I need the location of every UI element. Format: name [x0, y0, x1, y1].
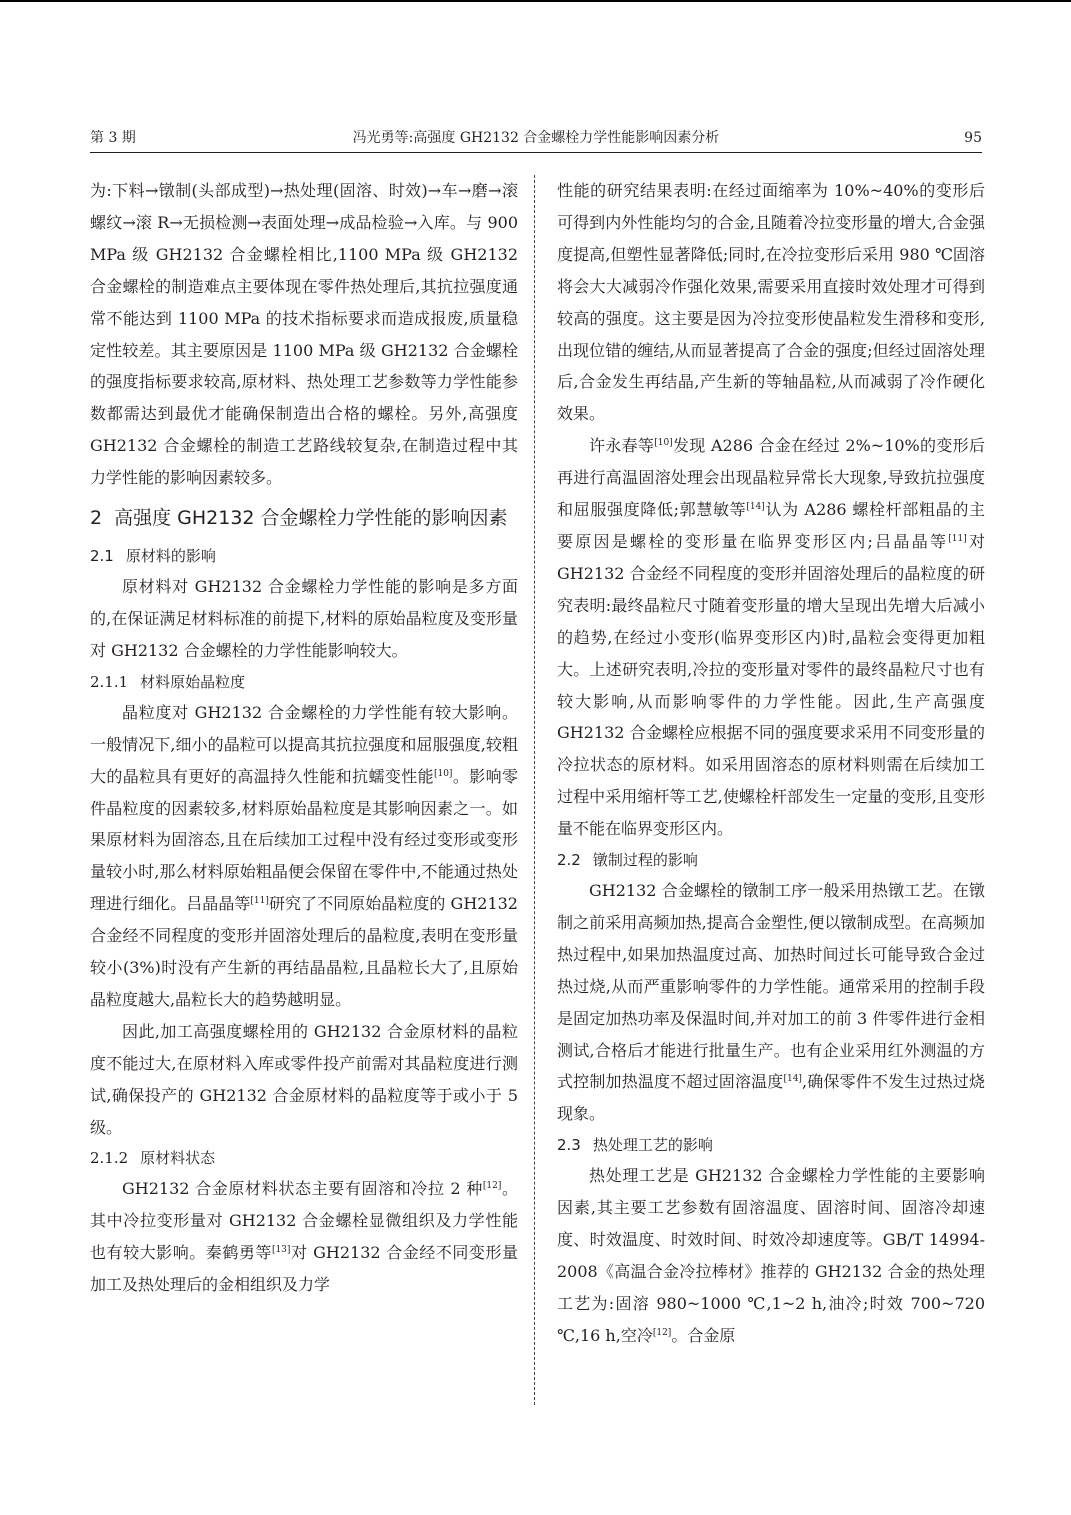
subsection-heading: [557, 1130, 985, 1160]
citation: [11]: [948, 533, 967, 544]
citation: [11]: [250, 896, 269, 907]
text-run: 。合金原: [671, 1325, 736, 1345]
subsubsection-number: 2.1.1: [90, 672, 129, 691]
subsubsection-number: 2.1.2: [90, 1149, 129, 1168]
text-run: 发现 A286 合金在经过 2%~10%的变形后再进行高温固溶处理会出现晶粒异常长大现象,导致抗拉强度和屈服强度降低;郭慧敏等: [557, 436, 985, 520]
subsection-title: 原材料的影响: [125, 547, 216, 566]
text-run: 热处理工艺是 GH2132 合金螺栓力学性能的主要影响因素,其主要工艺参数有固溶温度、固溶时间、固溶冷却速度、时效温度、时效时间、时效冷却速度等。GB/T 14994-2008《高温合金冷拉棒材》推荐的 GH2132 合金的热处理工艺为:固溶 980~1000 ℃,1~2 h,油冷;时效 700~720 ℃,16 h,空冷: [557, 1166, 985, 1345]
paragraph: [90, 697, 518, 1016]
text-run: ,确保零件不发生过热过烧现象。: [557, 1072, 985, 1124]
citation: [14]: [746, 502, 765, 513]
subsection-number: 2.3: [557, 1136, 581, 1155]
section-title: 高强度 GH2132 合金螺栓力学性能的影响因素: [114, 507, 508, 530]
subsection-title: 镦制过程的影响: [592, 851, 698, 870]
citation: [10]: [654, 438, 673, 449]
citation: [12]: [652, 1327, 672, 1338]
subsection-number: 2.2: [557, 851, 581, 870]
text-run: 研究了不同原始晶粒度的 GH2132 合金经不同程度的变形并固溶处理后的晶粒度,表明在变形量较小(3%)时没有产生新的再结晶晶粒,且晶粒长大了,且原始晶粒度越大,晶粒长大的趋势越明显。: [90, 894, 518, 1009]
text-run: GH2132 合金螺栓的镦制工序一般采用热镦工艺。在镦制之前采用高频加热,提高合金塑性,便以镦制成型。在高频加热过程中,如果加热温度过高、加热时间过长可能导致合金过热过烧,从而严重影响零件的力学性能。通常采用的控制手段是固定加热功率及保温时间,并对加工的前 3 件零件进行金相测试,合格后才能进行批量生产。也有企业采用红外测温的方式控制加热温度不超过固溶温度: [557, 881, 985, 1092]
text-run: 许永春等: [589, 436, 655, 456]
subsubsection-title: 材料原始晶粒度: [140, 672, 246, 691]
citation: [14]: [783, 1074, 802, 1085]
text-run: 晶粒度对 GH2132 合金螺栓的力学性能有较大影响。一般情况下,细小的晶粒可以提高其抗拉强度和屈服强度,较粗大的晶粒具有更好的高温持久性能和抗蠕变性能: [90, 702, 518, 786]
issue-number: 第 3 期: [90, 130, 136, 146]
citation: [12]: [482, 1181, 502, 1192]
paragraph: [90, 1173, 518, 1301]
text-run: 对 GH2132 合金经不同变形量加工及热处理后的金相组织及力学: [90, 1243, 518, 1295]
top-border-rule: [0, 0, 1071, 2]
paragraph: [557, 430, 985, 845]
subsubsection-heading: [90, 1143, 518, 1173]
header-rule: [90, 152, 982, 153]
running-title: 冯光勇等:高强度 GH2132 合金螺栓力学性能影响因素分析: [352, 130, 720, 146]
text-run: GH2132 合金原材料状态主要有固溶和冷拉 2 种: [122, 1179, 483, 1199]
subsection-number: 2.1: [90, 547, 114, 566]
subsection-title: 热处理工艺的影响: [592, 1136, 713, 1155]
paragraph: 因此,加工高强度螺栓用的 GH2132 合金原材料的晶粒度不能过大,在原材料入库或零件投产前需对其晶粒度进行测试,确保投产的 GH2132 合金原材料的晶粒度等于或小于 5 级。: [90, 1021, 518, 1137]
paragraph: 性能的研究结果表明:在经过面缩率为 10%~40%的变形后可得到内外性能均匀的合金,且随着冷拉变形量的增大,合金强度提高,但塑性显著降低;同时,在冷拉变形后采用 980 ℃固溶将会大大减弱冷作强化效果,需要采用直接时效处理才可得到较高的强度。这主要是因为冷拉变形使晶粒发生滑移和变形,出现位错的缠结,从而显著提高了合金的强度;但经过固溶处理后,合金发生再结晶,产生新的等轴晶粒,从而减弱了冷作硬化效果。: [557, 181, 985, 424]
section-number: 2: [90, 507, 103, 530]
text-run: 认为 A286 螺栓杆部粗晶的主要原因是螺栓的变形量在临界变形区内;吕晶晶等: [557, 500, 985, 551]
paragraph: 为:下料→镦制(头部成型)→热处理(固溶、时效)→车→磨→滚螺纹→滚 R→无损检测→表面处理→成品检验→入库。与 900 MPa 级 GH2132 合金螺栓相比,1100 MPa 级 GH2132 合金螺栓的制造难点主要体现在零件热处理后,其抗拉强度通常不能达到 1100 MPa 的技术指标要求而造成报废,质量稳定性较差。其主要原因是 1100 MPa 级 GH2132 合金螺栓的强度指标要求较高,原材料、热处理工艺参数等力学性能参数都需达到最优才能确保制造出合格的螺栓。另外,高强度 GH2132 合金螺栓的制造工艺路线较复杂,在制造过程中其力学性能的影响因素较多。: [90, 181, 518, 488]
citation: [13]: [271, 1245, 291, 1256]
paragraph: [557, 1160, 985, 1351]
subsection-heading: [557, 845, 985, 875]
section-heading: [90, 503, 518, 534]
text-run: 。其中冷拉变形量对 GH2132 合金螺栓显微组织及力学性能也有较大影响。秦鹤勇等: [90, 1179, 518, 1263]
subsubsection-title: 原材料状态: [140, 1149, 216, 1168]
column-divider: [534, 175, 535, 1405]
text-run: 对 GH2132 合金经不同程度的变形并固溶处理后的晶粒度的研究表明:最终晶粒尺寸随着变形量的增大呈现出先增大后减小的趋势,在经过小变形(临界变形区内)时,晶粒会变得更加粗大。上述研究表明,冷拉的变形量对零件的最终晶粒尺寸也有较大影响,从而影响零件的力学性能。因此,生产高强度 GH2132 合金螺栓应根据不同的强度要求采用不同变形量的冷拉状态的原材料。如采用固溶态的原材料则需在后续加工过程中采用缩杆等工艺,使螺栓杆部发生一定量的变形,且变形量不能在临界变形区内。: [557, 531, 985, 839]
page-number: 95: [964, 130, 982, 146]
right-column: [557, 175, 985, 1352]
subsection-heading: [90, 541, 518, 571]
text-run: 。影响零件晶粒度的因素较多,材料原始晶粒度是其影响因素之一。如果原材料为固溶态,且在后续加工过程中没有经过变形或变形量较小时,那么材料原始粗晶便会保留在零件中,不能通过热处理进行细化。吕晶晶等: [90, 766, 518, 914]
paragraph: 原材料对 GH2132 合金螺栓力学性能的影响是多方面的,在保证满足材料标准的前提下,材料的原始晶粒度及变形量对 GH2132 合金螺栓的力学性能影响较大。: [90, 577, 518, 660]
left-column: [90, 175, 518, 1301]
paragraph: [557, 875, 985, 1130]
running-header: [90, 128, 982, 150]
citation: [10]: [433, 768, 453, 779]
subsubsection-heading: [90, 667, 518, 697]
